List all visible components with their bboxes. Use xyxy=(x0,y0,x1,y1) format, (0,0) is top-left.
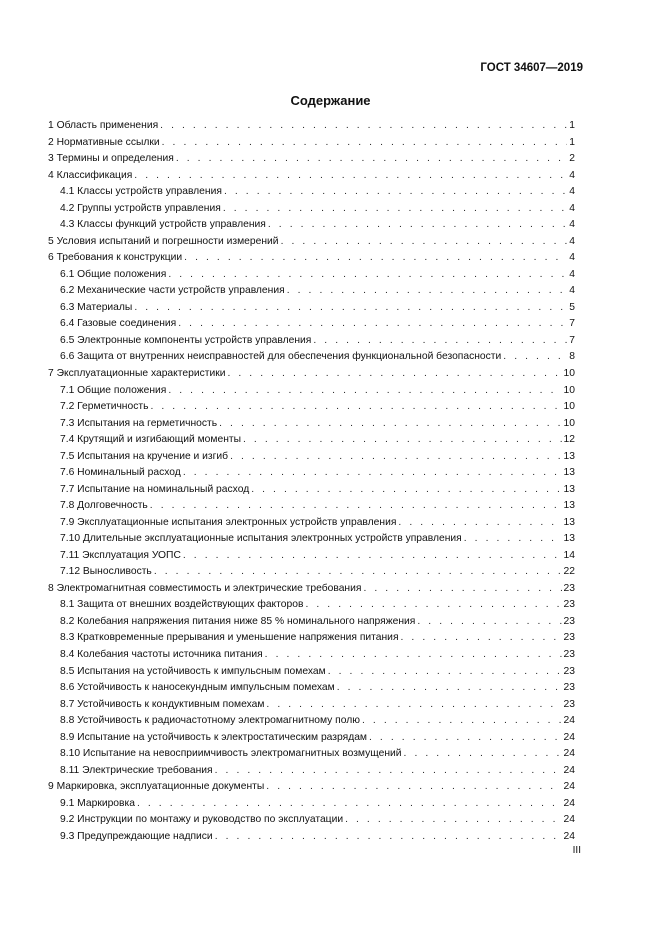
toc-entry-page: 10 xyxy=(563,401,575,413)
toc-leader-dots xyxy=(362,713,562,730)
toc-entry[interactable] xyxy=(48,812,575,829)
toc-entry-label: 6.1 Общие положения xyxy=(60,268,167,280)
toc-entry[interactable] xyxy=(48,730,575,747)
toc-entry-label: 7.3 Испытания на герметичность xyxy=(60,417,218,429)
toc-entry-label: 9.1 Маркировка xyxy=(60,797,135,809)
toc-entry[interactable] xyxy=(48,366,575,383)
toc-entry-label: 8.3 Кратковременные прерывания и уменьшение напряжения питания xyxy=(60,632,399,644)
toc-entry-label: 7.10 Длительные эксплуатационные испытания электронных устройств управления xyxy=(60,533,462,545)
toc-entry-page: 8 xyxy=(569,351,575,363)
toc-leader-dots xyxy=(219,416,561,433)
toc-entry-label: 6 Требования к конструкции xyxy=(48,252,183,264)
toc-entry[interactable] xyxy=(48,597,575,614)
toc-entry-label: 7.9 Эксплуатационные испытания электронных устройств управления xyxy=(60,516,397,528)
toc-entry-page: 24 xyxy=(563,797,575,809)
toc-entry-label: 4.2 Группы устройств управления xyxy=(60,202,221,214)
toc-entry-page: 1 xyxy=(569,120,575,131)
toc-entry-label: 8.10 Испытание на невосприимчивость электромагнитных возмущений xyxy=(60,748,402,760)
toc-entry[interactable] xyxy=(48,283,575,300)
toc-entry-page: 24 xyxy=(563,748,575,760)
toc-entry[interactable] xyxy=(48,267,575,284)
toc-entry[interactable] xyxy=(48,713,575,730)
toc-entry-label: 7.11 Эксплуатация УОПС xyxy=(60,549,181,561)
toc-entry[interactable] xyxy=(48,515,575,532)
document-code: ГОСТ 34607—2019 xyxy=(480,62,583,74)
toc-leader-dots xyxy=(287,283,568,300)
toc-entry[interactable] xyxy=(48,432,575,449)
toc-entry-label: 4.3 Классы функций устройств управления xyxy=(60,219,266,231)
toc-entry-page: 14 xyxy=(563,549,575,561)
toc-entry-label: 2 Нормативные ссылки xyxy=(48,136,160,148)
toc-entry-page: 13 xyxy=(563,533,575,545)
toc-leader-dots xyxy=(230,449,561,466)
toc-entry-label: 3 Термины и определения xyxy=(48,153,174,165)
toc-entry[interactable] xyxy=(48,796,575,813)
page-number: III xyxy=(572,845,581,856)
toc-leader-dots xyxy=(503,349,567,366)
toc-leader-dots xyxy=(266,779,561,796)
toc-entry[interactable] xyxy=(48,581,575,598)
toc-leader-dots xyxy=(398,515,561,532)
toc-entry[interactable] xyxy=(48,168,575,185)
toc-leader-dots xyxy=(223,201,567,218)
toc-leader-dots xyxy=(401,630,562,647)
toc-entry-label: 6.4 Газовые соединения xyxy=(60,318,177,330)
toc-entry-label: 9 Маркировка, эксплуатационные документы xyxy=(48,781,265,793)
toc-entry-page: 4 xyxy=(569,202,575,214)
toc-entry[interactable] xyxy=(48,763,575,780)
toc-entry-page: 4 xyxy=(569,186,575,198)
toc-entry-label: 4 Классификация xyxy=(48,169,133,181)
toc-entry-label: 8.8 Устойчивость к радиочастотному электромагнитному полю xyxy=(60,715,360,727)
toc-entry-page: 13 xyxy=(563,500,575,512)
toc-leader-dots xyxy=(404,746,562,763)
toc-entry-page: 22 xyxy=(563,566,575,578)
toc-entry[interactable] xyxy=(48,201,575,218)
toc-entry[interactable] xyxy=(48,333,575,350)
toc-entry-label: 8.11 Электрические требования xyxy=(60,764,213,776)
toc-entry[interactable] xyxy=(48,779,575,796)
toc-leader-dots xyxy=(154,564,562,581)
toc-entry-label: 6.2 Механические части устройств управления xyxy=(60,285,285,297)
toc-entry-page: 4 xyxy=(569,285,575,297)
toc-entry-page: 10 xyxy=(563,367,575,379)
toc-entry[interactable] xyxy=(48,184,575,201)
toc-leader-dots xyxy=(281,234,568,251)
toc-entry[interactable] xyxy=(48,349,575,366)
toc-entry[interactable] xyxy=(48,564,575,581)
toc-entry-page: 23 xyxy=(563,599,575,611)
toc-leader-dots xyxy=(162,135,568,152)
toc-entry-label: 9.3 Предупреждающие надписи xyxy=(60,830,213,842)
table-of-contents xyxy=(48,118,575,845)
toc-entry-label: 5 Условия испытаний и погрешности измерений xyxy=(48,235,279,247)
toc-entry-page: 23 xyxy=(563,649,575,660)
toc-entry-page: 13 xyxy=(563,467,575,479)
toc-entry[interactable] xyxy=(48,449,575,466)
toc-entry-label: 8.2 Колебания напряжения питания ниже 85 % номинального напряжения xyxy=(60,615,416,627)
toc-entry-label: 7.1 Общие положения xyxy=(60,384,167,396)
toc-entry[interactable] xyxy=(48,498,575,515)
toc-entry[interactable] xyxy=(48,548,575,565)
toc-leader-dots xyxy=(305,597,561,614)
toc-leader-dots xyxy=(251,482,561,499)
toc-entry-label: 7.7 Испытание на номинальный расход xyxy=(60,483,250,495)
toc-entry-page: 23 xyxy=(563,632,575,644)
toc-entry[interactable] xyxy=(48,383,575,400)
toc-entry-label: 9.2 Инструкции по монтажу и руководство по эксплуатации xyxy=(60,814,344,826)
toc-entry-label: 7 Эксплуатационные характеристики xyxy=(48,367,226,379)
toc-leader-dots xyxy=(266,697,561,714)
toc-entry-page: 1 xyxy=(569,136,575,148)
toc-leader-dots xyxy=(160,118,567,135)
toc-entry-page: 2 xyxy=(569,153,575,165)
toc-entry[interactable] xyxy=(48,531,575,548)
toc-entry[interactable] xyxy=(48,647,575,664)
toc-leader-dots xyxy=(328,664,562,681)
toc-entry[interactable] xyxy=(48,234,575,251)
toc-entry-page: 13 xyxy=(563,516,575,528)
toc-entry-label: 7.12 Выносливость xyxy=(60,566,152,578)
toc-leader-dots xyxy=(168,267,567,284)
toc-entry-page: 24 xyxy=(563,715,575,727)
toc-leader-dots xyxy=(363,581,561,598)
toc-entry-label: 4.1 Классы устройств управления xyxy=(60,186,222,198)
toc-entry[interactable] xyxy=(48,697,575,714)
toc-entry[interactable] xyxy=(48,746,575,763)
toc-entry-label: 1 Область применения xyxy=(48,120,159,131)
toc-entry-page: 4 xyxy=(569,219,575,231)
toc-entry-page: 5 xyxy=(569,301,575,313)
toc-entry[interactable] xyxy=(48,151,575,168)
toc-leader-dots xyxy=(215,763,562,780)
toc-entry-page: 10 xyxy=(563,417,575,429)
toc-entry-page: 4 xyxy=(569,169,575,181)
toc-leader-dots xyxy=(178,316,567,333)
toc-entry-label: 8.5 Испытания на устойчивость к импульсным помехам xyxy=(60,665,326,677)
toc-leader-dots xyxy=(337,680,562,697)
toc-entry[interactable] xyxy=(48,465,575,482)
toc-entry[interactable] xyxy=(48,482,575,499)
toc-entry-label: 7.4 Крутящий и изгибающий моменты xyxy=(60,434,242,446)
toc-entry-page: 13 xyxy=(563,483,575,495)
toc-entry[interactable] xyxy=(48,399,575,416)
toc-entry-page: 10 xyxy=(563,384,575,396)
toc-entry[interactable] xyxy=(48,300,575,317)
toc-leader-dots xyxy=(215,829,562,846)
toc-entry-page: 24 xyxy=(563,781,575,793)
toc-entry[interactable] xyxy=(48,664,575,681)
toc-entry-label: 8.1 Защита от внешних воздействующих факторов xyxy=(60,599,304,611)
toc-leader-dots xyxy=(176,151,567,168)
toc-entry-label: 6.3 Материалы xyxy=(60,301,133,313)
toc-entry[interactable] xyxy=(48,416,575,433)
toc-entry-page: 12 xyxy=(563,434,575,446)
toc-entry-page: 24 xyxy=(563,764,575,776)
toc-entry-label: 8.9 Испытание на устойчивость к электростатическим разрядам xyxy=(60,731,368,743)
toc-entry[interactable] xyxy=(48,829,575,846)
toc-entry-page: 23 xyxy=(563,615,575,627)
toc-entry-page: 24 xyxy=(563,814,575,826)
toc-entry-page: 4 xyxy=(569,268,575,280)
toc-entry-page: 7 xyxy=(569,334,575,346)
toc-leader-dots xyxy=(345,812,561,829)
toc-leader-dots xyxy=(265,647,562,664)
toc-leader-dots xyxy=(464,531,562,548)
toc-entry-page: 23 xyxy=(563,582,575,594)
toc-leader-dots xyxy=(134,168,567,185)
toc-entry-label: 8.7 Устойчивость к кондуктивным помехам xyxy=(60,698,265,710)
toc-entry-label: 7.2 Герметичность xyxy=(60,401,149,413)
toc-entry-page: 7 xyxy=(569,318,575,330)
toc-leader-dots xyxy=(243,432,562,449)
toc-entry-page: 23 xyxy=(563,698,575,710)
toc-entry-page: 23 xyxy=(563,665,575,677)
toc-entry-page: 24 xyxy=(563,731,575,743)
toc-entry[interactable] xyxy=(48,118,575,135)
toc-entry-page: 23 xyxy=(563,682,575,694)
toc-entry[interactable] xyxy=(48,217,575,234)
toc-entry-label: 8 Электромагнитная совместимость и электрические требования xyxy=(48,582,362,594)
toc-entry-label: 8.6 Устойчивость к наносекундным импульсным помехам xyxy=(60,682,335,694)
toc-leader-dots xyxy=(227,366,561,383)
toc-leader-dots xyxy=(137,796,562,813)
toc-entry-label: 6.6 Защита от внутренних неисправностей для обеспечения функциональной безопасности xyxy=(60,351,502,363)
toc-leader-dots xyxy=(183,548,562,565)
toc-leader-dots xyxy=(183,465,562,482)
toc-leader-dots xyxy=(313,333,567,350)
toc-entry-page: 4 xyxy=(569,235,575,247)
toc-entry-page: 13 xyxy=(563,450,575,462)
toc-entry[interactable] xyxy=(48,614,575,631)
toc-leader-dots xyxy=(184,250,567,267)
toc-leader-dots xyxy=(417,614,561,631)
toc-entry-label: 7.8 Долговечность xyxy=(60,500,148,512)
toc-entry-label: 7.5 Испытания на кручение и изгиб xyxy=(60,450,229,462)
toc-entry[interactable] xyxy=(48,630,575,647)
toc-entry[interactable] xyxy=(48,250,575,267)
toc-leader-dots xyxy=(150,399,561,416)
toc-title: Содержание xyxy=(290,93,371,108)
toc-leader-dots xyxy=(168,383,561,400)
toc-leader-dots xyxy=(369,730,562,747)
toc-entry-label: 7.6 Номинальный расход xyxy=(60,467,181,479)
toc-entry-label: 6.5 Электронные компоненты устройств управления xyxy=(60,334,312,346)
toc-leader-dots xyxy=(134,300,567,317)
toc-entry-page: 4 xyxy=(569,252,575,264)
toc-entry-page: 24 xyxy=(563,830,575,842)
toc-entry[interactable] xyxy=(48,135,575,152)
toc-entry-label: 8.4 Колебания частоты источника питания xyxy=(60,649,263,660)
toc-leader-dots xyxy=(150,498,562,515)
toc-entry[interactable] xyxy=(48,316,575,333)
toc-entry[interactable] xyxy=(48,680,575,697)
toc-leader-dots xyxy=(268,217,567,234)
toc-leader-dots xyxy=(224,184,567,201)
